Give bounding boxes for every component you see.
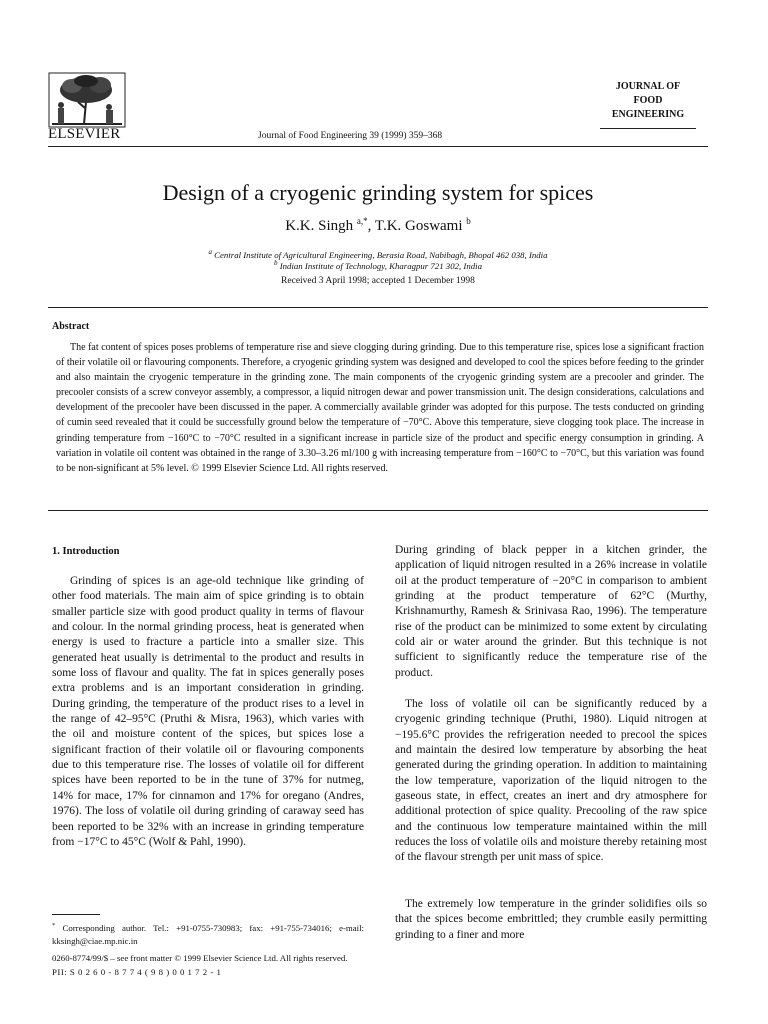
affiliation-text: Central Institute of Agricultural Engineering, Berasia Road, Nabibagh, Bhopal 462 038, India [214,249,548,260]
author-affiliation-mark: a,* [356,216,368,226]
journal-name-block [600,80,696,122]
abstract-top-rule [48,307,708,308]
affiliation-mark: b [274,259,278,267]
footnote-rule [52,914,100,915]
author-affiliation-mark: b [466,216,471,226]
corresponding-author-footnote [52,919,364,948]
footnote-mark: * [52,922,56,929]
affiliation-text: Indian Institute of Technology, Kharagpur 721 302, India [279,260,482,271]
journal-name-rule [600,128,696,129]
intro-paragraph-right-2: The loss of volatile oil can be significantly reduced by a cryogenic grinding technique (Pruthi, 1980). Liquid nitrogen at −195.6°C provides the refrigeration needed to precool the spices and maintain the desired low temperature by absorbing the heat generated during the grinding operation. In addition to maintaining the low temperature, vaporization of the liquid nitrogen to the gaseous state, in effect, creates an inert and dry atmosphere for additional protection of spice quality. Precooling of the raw spice and the continuous low temperature maintained within the mill reduces the loss of volatile oils and moisture thereby retaining most of the flavour strength per unit mass of spice. [395,698,707,864]
journal-name-line-1: JOURNAL OF [615,81,681,92]
received-dates: Received 3 April 1998; accepted 1 December 1998 [281,276,475,286]
affiliation-mark: a [208,248,212,256]
journal-name-line-2: FOOD [633,95,663,106]
intro-paragraph-right-3: The extremely low temperature in the grinder solidifies oils so that the spices become embrittled; they crumble easily permitting grinding to a finer and more [395,898,707,941]
intro-paragraph-left: Grinding of spices is an age-old technique like grinding of other food materials. The main aim of spice grinding is to obtain smaller particle size with good product quality in terms of flavour and colour. In the normal grinding process, heat is generated when energy is used to fracture a particle into a smaller size. This generated heat usually is detrimental to the product and results in some loss of flavour and quality. The fat in spices generally poses extra problems and is an important consideration in grinding. During grinding, the temperature of the product rises to a level in the range of 42–95°C (Pruthi & Misra, 1963), which varies with the oil and moisture content of the spices, but spices lose a significant fraction of their volatile oil or flavouring components due to this temperature rise. The losses of volatile oil for different spices have been reported to be in the tune of 37% for nutmeg, 14% for mace, 17% for cinnamon and 17% for oregano (Andres, 1976). The loss of volatile oil during grinding of caraway seed has been reported to be 32% with an increase in grinding temperature from −17°C to 45°C (Wolf & Pahl, 1990). [52,575,364,848]
section-heading: 1. Introduction [52,546,120,557]
journal-citation: Journal of Food Engineering 39 (1999) 359–368 [258,131,443,141]
journal-name-line-3: ENGINEERING [611,109,685,120]
publisher-name: ELSEVIER [48,126,121,142]
elsevier-tree-logo [48,72,126,128]
abstract-heading: Abstract [52,321,90,332]
affiliation-b [48,259,708,271]
pii-identifier: PII: S 0 2 6 0 - 8 7 7 4 ( 9 8 ) 0 0 1 7 2 - 1 [52,967,222,977]
front-matter-notice: 0260-8774/99/$ – see front matter © 1999 Elsevier Science Ltd. All rights reserved. [52,953,348,963]
intro-paragraph-right-1: During grinding of black pepper in a kitchen grinder, the application of liquid nitrogen resulted in a 26% increase in volatile oil at the product temperature of −20°C in comparison to ambient grinding at the product temperature of 62°C (Murthy, Krishnamurthy, Ramesh & Srinivasa Rao, 1996). The temperature rise of the product can be minimized to some extent by circulating cold air or water around the grinder. But this technique is not sufficient to significantly reduce the temperature rise of the product. [395,544,707,679]
header-divider [48,146,708,147]
abstract-text: The fat content of spices poses problems of temperature rise and sieve clogging during grinding. Due to this temperature rise, spices lose a significant fraction of their volatile oil or flavouring components. Therefore, a cryogenic grinding system was designed and developed to cool the spices before feeding to the grinder and also maintain the cryogenic temperature in the grinding zone. The main components of the cryogenic grinding system are a precooler and grinder. The precooler consists of a screw conveyor assembly, a compressor, a liquid nitrogen dewar and power transmission unit. The design considerations, calculations and development of the precooler have been discussed in the paper. A commercially available grinder was adopted for this purpose. The tests conducted on grinding of cumin seed revealed that it could be successfully ground below the temperature of −70°C. Above this temperature, sieve clogging took place. The increase in grinding temperature from −160°C to −70°C resulted in a significant increase in particle size of the product and specific energy consumption in grinding. A variation in volatile oil content was obtained in the range of 3.30–3.26 ml/100 g with increasing temperature from −160°C to −70°C, but this variation was found to be non-significant at 5% level. © 1999 Elsevier Science Ltd. All rights reserved. [56,342,704,474]
author-name: T.K. Goswami [374,218,463,234]
footnote-text: Corresponding author. Tel.: +91-0755-730983; fax: +91-755-734016; e-mail: kksingh@ciae.mp.nic.in [52,922,364,946]
abstract-bottom-rule [48,510,708,511]
author-line [48,216,708,235]
author-separator: , [367,218,375,234]
article-title: Design of a cryogenic grinding system for spices [162,180,594,205]
author-name: K.K. Singh [285,218,354,234]
